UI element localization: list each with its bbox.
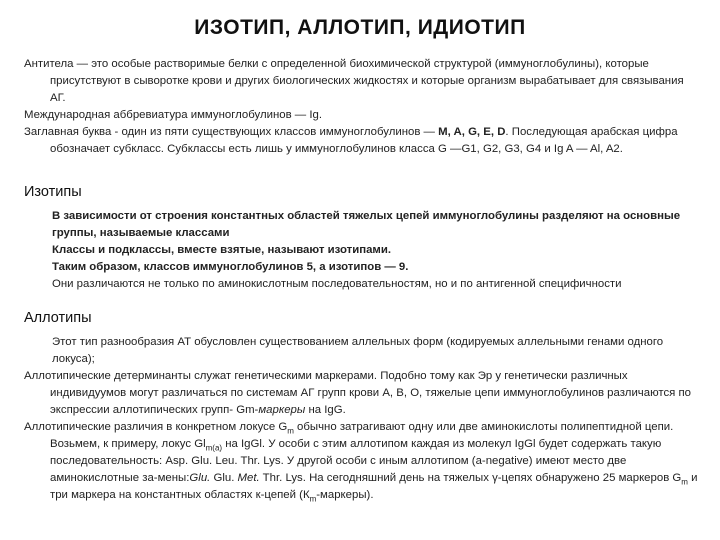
allotypes-heading: Аллотипы xyxy=(24,310,92,326)
allotypes-p3-text-e: Thr. Lys. На сегодняшний день на тяжелых γ-цепях обнаружено 25 маркеров G xyxy=(259,472,682,484)
allotypes-p2-text-a: Аллотипические детерминанты служат генетическими маркерами. Подобно тому как Эр у генетически различных индивидуумов могут различаться по системам АГ групп крови А, В, О, тяжелые цепи иммуноглобулинов различаются по экспрессии аллотипических групп- Gm- xyxy=(24,370,691,416)
isotypes-bullet-3 xyxy=(24,259,700,276)
subscript-m-a: m(a) xyxy=(205,443,223,453)
isotypes-bullet-3-text: Таким образом, классов иммуноглобулинов 5, а изотипов — 9. xyxy=(52,261,409,273)
allotypes-paragraph-2 xyxy=(24,368,700,419)
allotypes-paragraph-1: Этот тип разнообразия АТ обусловлен существованием аллельных форм (кодируемых аллельными генами одного локуса); xyxy=(52,336,664,365)
allotypes-paragraph-3 xyxy=(24,419,700,504)
allotypes-p3-text-b: обычно затрагивают одну или две аминокислоты полипептидной цепи. Возьмем, к примеру, локус Gl xyxy=(50,421,674,450)
isotypes-bullet-2-text: Классы и подклассы, вместе взятые, называют изотипами. xyxy=(52,244,392,256)
subscript-m: m xyxy=(287,426,294,436)
intro-p3-text-a: Заглавная буква - один из пяти существующих классов иммуноглобулинов — xyxy=(24,126,439,138)
allotypes-p3-glu: Glu. xyxy=(189,472,211,484)
isotypes-bullet-2 xyxy=(24,242,700,259)
allotypes-p3-text-f: и три маркера на константных областях к-цепей (К xyxy=(50,472,698,501)
subscript-m-3: m xyxy=(309,494,317,504)
allotypes-p2-markers: маркеры xyxy=(258,404,306,416)
intro-p3-text-b: . Последующая арабская цифра обозначает субкласс. Субклассы есть лишь у иммуноглобулинов класса G —G1, G2, G3, G4 и Ig A — Al, A2. xyxy=(50,126,678,155)
isotypes-bullet-4: Они различаются не только по аминокислотным последовательностям, но и по антигенной специфичности xyxy=(52,278,622,290)
allotypes-p3-text-c: на IgGl. У особи с этим аллотипом каждая из молекул IgGl будет содержать такую последовательность: Asp. Glu. Leu. Thr. Lys. У другой особи с иным аллотипом (a-negative) имеют место две аминокислотные за-мены: xyxy=(50,438,662,484)
intro-paragraph-3 xyxy=(24,124,700,158)
allotypes-p3-text-g: -маркеры). xyxy=(316,489,374,501)
intro-section xyxy=(24,56,700,158)
isotypes-heading: Изотипы xyxy=(24,184,82,200)
intro-paragraph-1: Антитела — это особые растворимые белки с определенной биохимической структурой (иммуноглобулины), которые присутствуют в сыворотке крови и других биологических жидкостях и которые организм вырабатывает для связывания АГ. xyxy=(24,58,684,104)
allotypes-section xyxy=(24,334,700,504)
page-title: ИЗОТИП, АЛЛОТИП, ИДИОТИП xyxy=(194,16,526,39)
isotypes-bullet-1 xyxy=(24,208,700,242)
allotypes-p3-text-d: Glu. xyxy=(210,472,238,484)
allotypes-p2-text-b: на IgG. xyxy=(305,404,346,416)
subscript-m-2: m xyxy=(681,477,688,487)
intro-paragraph-2: Международная аббревиатура иммуноглобулинов — Ig. xyxy=(24,109,323,121)
allotypes-p3-text-a: Аллотипические различия в конкретном локусе G xyxy=(24,421,288,433)
isotypes-section xyxy=(24,208,700,293)
ig-classes: M, A, G, E, D xyxy=(438,126,506,138)
allotypes-p3-met: Met. xyxy=(237,472,260,484)
isotypes-bullet-1-text: В зависимости от строения константных областей тяжелых цепей иммуноглобулины разделяют на основные группы, называемые классами xyxy=(52,210,681,239)
